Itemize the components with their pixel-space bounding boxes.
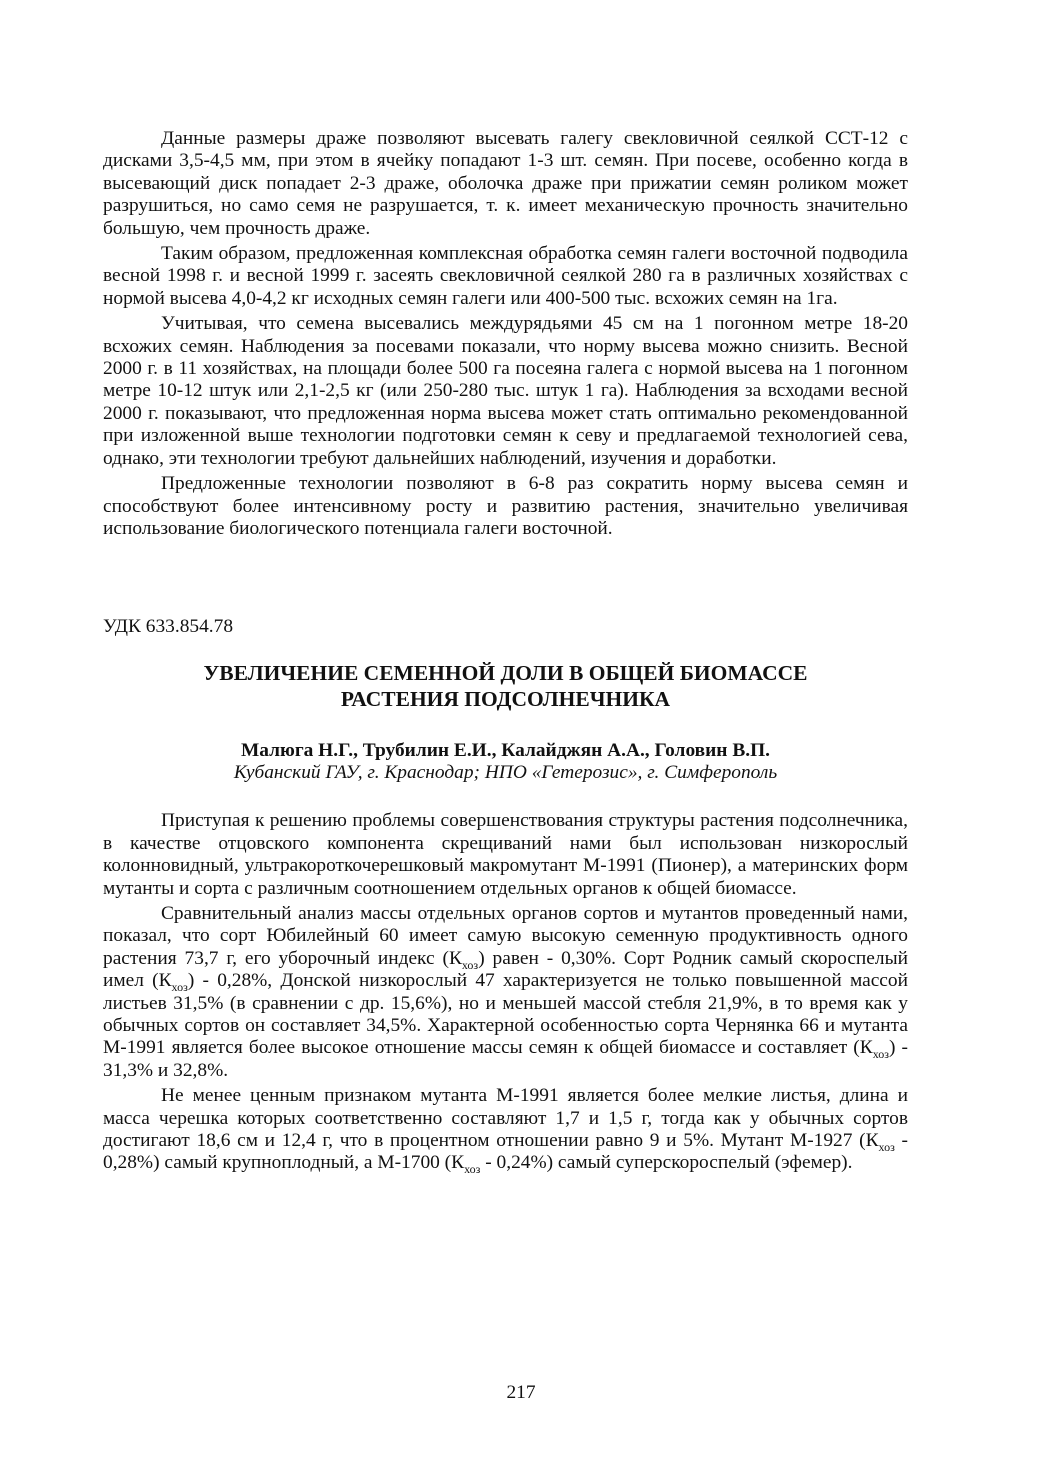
paragraph: Данные размеры драже позволяют высевать галегу свекловичной сеялкой ССТ-12 с дисками 3,5-4,5 мм, при этом в ячейку попадают 1-3 шт. семян. При посеве, особенно когда в высевающий диск попадает 2-3 драже, оболочка драже при прижатии семян роликом может разрушиться, но само семя не разрушается, т. к. имеет механическую прочность значительно большую, чем прочность драже. [103, 128, 908, 239]
text-run: - 0,28%) самый крупноплодный, а М-1700 (К [103, 1130, 909, 1174]
article-title [103, 660, 908, 712]
index-subscript: хоз [461, 957, 479, 972]
article-authors: Малюга Н.Г., Трубилин Е.И., Калайджян А.А., Головин В.П. [240, 740, 771, 762]
index-subscript: хоз [171, 980, 188, 995]
text-run: ) равен - 0,30%. Сорт Родник самый скороспелый имел (К [103, 947, 908, 992]
paragraph: Приступая к решению проблемы совершенствования структуры растения подсолнечника, в качестве отцовского компонента скрещиваний нами был использован низкорослый колонновидный, ультракороткочерешковый макромутант М-1991 (Пионер), а материнских форм мутанты и сорта с различным соотношением отдельных органов к общей биомассе. [103, 810, 908, 899]
article-affiliation: Кубанский ГАУ, г. Краснодар; НПО «Гетерозис», г. Симферополь [233, 762, 778, 784]
page-number: 217 [506, 1382, 536, 1403]
article-title-line: РАСТЕНИЯ ПОДСОЛНЕЧНИКА [340, 687, 671, 712]
index-subscript: хоз [872, 1047, 889, 1062]
article [103, 616, 908, 1175]
page-content [103, 128, 908, 1175]
section-gap [103, 784, 908, 810]
index-subscript: хоз [464, 1162, 481, 1177]
text-run: ) - 0,28%, Донской низкорослый 47 характеризуется не только повышенной массой листьев 31,5% (в сравнении с др. 15,6%), но и меньшей массой стебля 21,9%, в то время как у обычных сортов он составляет 34,5%. Характерной особенностью сорта Чернянка 66 и мутанта М-1991 является более высокое отношение массы семян к общей биомассе и составляет (К [103, 970, 908, 1059]
text-run: ) - 31,3% и 32,8%. [103, 1037, 908, 1081]
paragraph: Таким образом, предложенная комплексная обработка семян галеги восточной подводила весной 1998 г. и весной 1999 г. засеять свекловичной сеялкой 280 га в различных хозяйствах с нормой высева 4,0-4,2 кг исходных семян галеги или 400-500 тыс. всхожих семян на 1га. [103, 243, 908, 309]
text-run: Сравнительный анализ массы отдельных органов сортов и мутантов проведенный нами, показал, что сорт Юбилейный 60 имеет самую высокую семенную продуктивность одного растения 73,7 г, его уборочный индекс (К [103, 902, 908, 969]
article-title-line: УВЕЛИЧЕНИЕ СЕМЕННОЙ ДОЛИ В ОБЩЕЙ БИОМАССЕ [203, 661, 808, 686]
paragraph [103, 903, 908, 1082]
section-gap [103, 540, 908, 616]
index-subscript: хоз [878, 1139, 895, 1154]
paragraph [103, 1085, 908, 1175]
paragraph: Предложенные технологии позволяют в 6-8 раз сократить норму высева семян и способствуют более интенсивному росту и развитию растения, значительно увеличивая использование биологического потенциала галеги восточной. [103, 473, 908, 539]
udk-code: УДК 633.854.78 [103, 616, 234, 638]
text-run: - 0,24%) самый суперскороспелый (эфемер). [480, 1152, 853, 1174]
paragraph: Учитывая, что семена высевались междурядьями 45 см на 1 погонном метре 18-20 всхожих семян. Наблюдения за посевами показали, что норму высева можно снизить. Весной 2000 г. в 11 хозяйствах, на площади более 500 га посеяна галега с нормой высева на 1 погонном метре 10-12 штук или 2,1-2,5 кг (или 250-280 тыс. штук 1 га). Наблюдения за всходами весной 2000 г. показывают, что предложенная норма высева может стать оптимально рекомендованной при изложенной выше технологии подготовки семян к севу и предлагаемой технологией сева, однако, эти технологии требуют дальнейших наблюдений, изучения и доработки. [103, 313, 908, 469]
previous-article-ending [103, 128, 908, 540]
text-run: Не менее ценным признаком мутанта М-1991 является более мелкие листья, длина и масса черешка которых соответственно составляют 1,7 и 1,5 г, тогда как у обычных сортов достигают 18,6 см и 12,4 г, что в процентном отношении равно 9 и 5%. Мутант М-1927 (К [103, 1085, 908, 1151]
